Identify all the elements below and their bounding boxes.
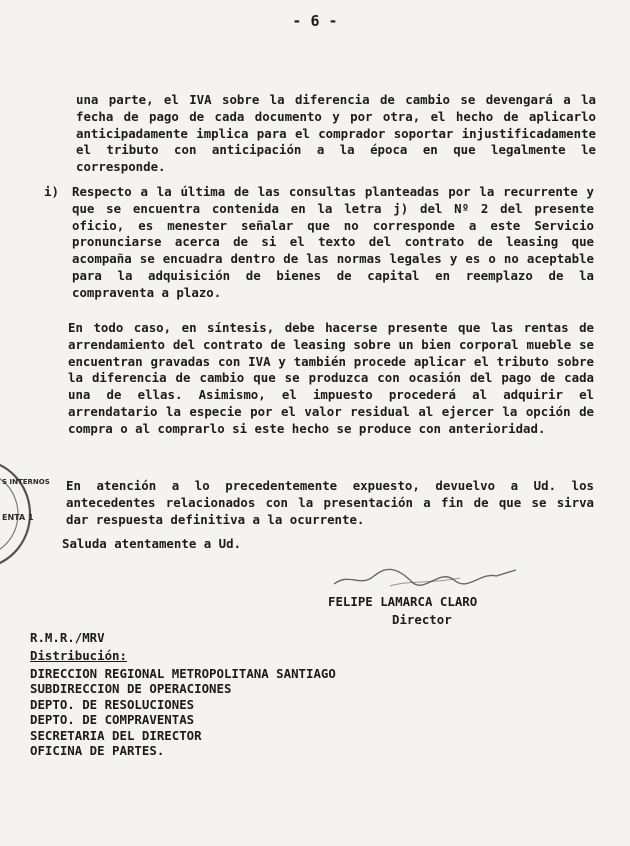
distribution-item: SECRETARIA DEL DIRECTOR xyxy=(30,727,202,743)
stamp-text-top: S INTERNOS xyxy=(2,478,50,486)
distribution-item: OFICINA DE PARTES. xyxy=(30,743,165,759)
distribution-list xyxy=(30,666,336,758)
list-marker-i: i) xyxy=(44,184,59,199)
reference-initials: R.M.R./MRV xyxy=(30,630,105,645)
signatory-title: Director xyxy=(392,612,452,627)
distribution-item: SUBDIRECCION DE OPERACIONES xyxy=(30,681,232,697)
distribution-heading: Distribución: xyxy=(30,648,127,663)
distribution-item: DIRECCION REGIONAL METROPOLITANA SANTIAGO xyxy=(30,666,336,681)
page-number: - 6 - xyxy=(292,12,338,30)
stamp-text-mid: ENTA 1 xyxy=(2,513,34,522)
distribution-item: DEPTO. DE RESOLUCIONES xyxy=(30,696,195,712)
paragraph-iva-continuation: una parte, el IVA sobre la diferencia de cambio se devengará a la fecha de pago de cada documento y por otra, el hecho de aplicarlo anticipadamente implica para el comprador soportar injustificadamente el tributo con anticipación a la época en que legalmente le corresponde. xyxy=(76,92,596,175)
paragraph-conclusion: En atención a lo precedentemente expuesto, devuelvo a Ud. los antecedentes relacionados con la presentación a fin de que se sirva dar respuesta definitiva a la ocurrente. xyxy=(66,478,594,527)
paragraph-sintesis: En todo caso, en síntesis, debe hacerse presente que las rentas de arrendamiento del contrato de leasing sobre un bien corporal mueble se encuentran gravadas con IVA y también procede aplicar el tributo sobre la diferencia de cambio que se produzca con ocasión del pago de cada una de ellas. Asimismo, el impuesto procederá al adquirir el arrendatario la especie por el valor residual al ejercer la opción de compra o al comprarlo si este hecho se produce con anterioridad. xyxy=(68,320,594,436)
closing-salutation: Saluda atentamente a Ud. xyxy=(62,536,242,551)
handwritten-signature xyxy=(330,562,530,592)
official-seal-stamp xyxy=(0,458,50,570)
paragraph-leasing-consulta: Respecto a la última de las consultas planteadas por la recurrente y que se encuentra contenida en la letra j) del Nº 2 del presente oficio, es menester señalar que no corresponde a este Servicio pronunciarse acerca de si el texto del contrato de leasing que acompaña se encuadra dentro de las normas legales y es o no aceptable para la adquisición de bienes de capital en reemplazo de la compraventa a plazo. xyxy=(72,184,594,300)
distribution-item: DEPTO. DE COMPRAVENTAS xyxy=(30,712,195,728)
signatory-name: FELIPE LAMARCA CLARO xyxy=(328,594,478,609)
